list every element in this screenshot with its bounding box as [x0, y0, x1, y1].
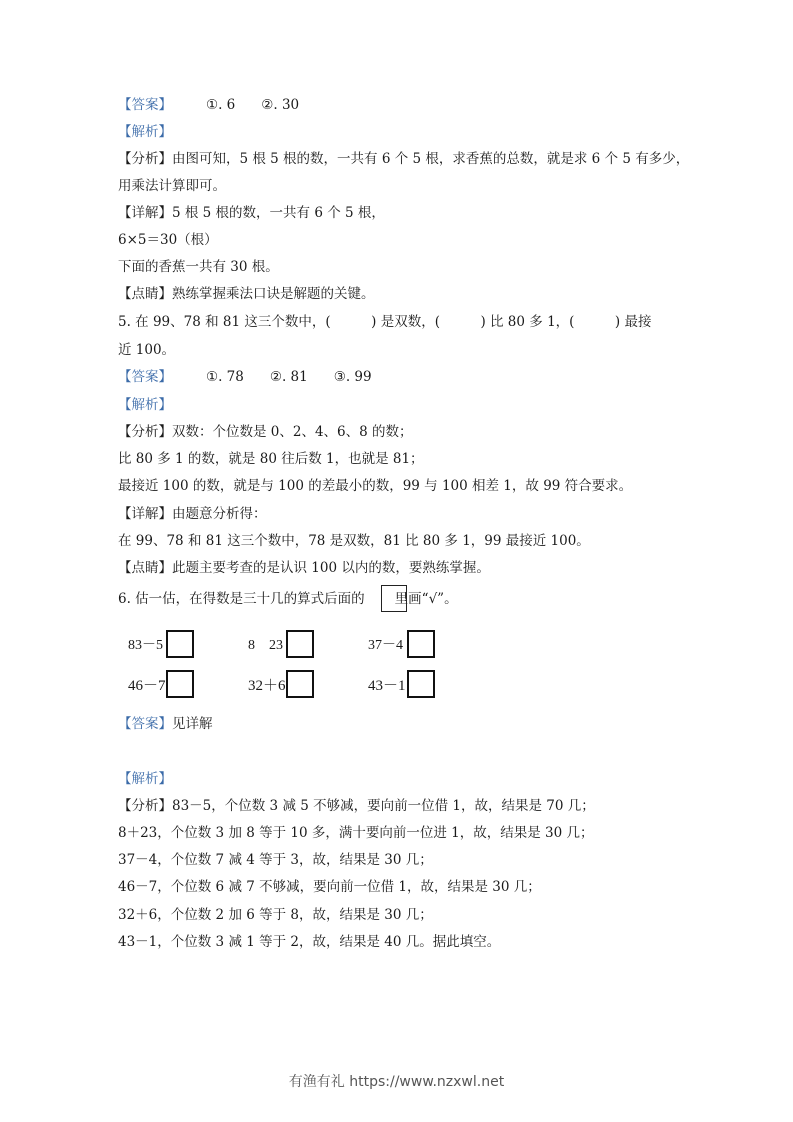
fenxi-text: 83－5，个位数 3 减 5 不够减，要向前一位借 1，故，结果是 70 几； — [172, 798, 595, 814]
q6-fenxi-line — [118, 797, 595, 815]
q5-xiangjie-line — [118, 505, 267, 523]
q6-fenxi-line-3: 37－4，个位数 7 减 4 等于 3，故，结果是 30 几； — [118, 852, 433, 868]
q6-answer-line — [118, 715, 213, 733]
answer-label: 【答案】 — [118, 97, 172, 113]
q5-fenxi-line-3: 最接近 100 的数，就是与 100 的差最小的数，99 与 100 相差 1，故 99 符合要求。 — [118, 478, 633, 494]
q4-analysis-heading — [118, 123, 172, 141]
q5-fenxi-line-2: 比 80 多 1 的数，就是 80 往后数 1，也就是 81； — [118, 451, 424, 467]
answer-label: 【答案】 — [118, 716, 172, 732]
answer-checkbox[interactable] — [407, 630, 435, 658]
q5-answer-line — [118, 368, 372, 386]
q4-xiangjie-line-3: 下面的香蕉一共有 30 根。 — [118, 259, 279, 275]
xiangjie-text: 5 根 5 根的数，一共有 6 个 5 根， — [172, 205, 385, 221]
q6-fenxi-line-2: 8＋23，个位数 3 加 8 等于 10 多，满十要向前一位进 1，故，结果是 30 几； — [118, 825, 594, 841]
q4-fenxi-line — [118, 150, 689, 168]
q5-fenxi-line — [118, 423, 413, 441]
q5-analysis-heading — [118, 396, 172, 414]
xiangjie-label: 【详解】 — [118, 205, 172, 221]
dianjing-label: 【点睛】 — [118, 560, 172, 576]
q6-analysis-heading — [118, 770, 172, 788]
q5-question-line-2: 近 100。 — [118, 342, 176, 358]
footer-watermark: 有渔有礼 https://www.nzxwl.net — [288, 1074, 505, 1090]
fenxi-label: 【分析】 — [118, 798, 172, 814]
expression-8-23: 8 23 — [248, 638, 283, 653]
q4-xiangjie-line — [118, 204, 385, 222]
expression-83-5: 83－5 — [128, 638, 163, 653]
answer-item: ②. 81 — [269, 369, 308, 385]
q5-xiangjie-line-2: 在 99、78 和 81 这三个数中，78 是双数，81 比 80 多 1，99 最接近 100。 — [118, 533, 590, 549]
answer-item: ②. 30 — [261, 97, 300, 113]
analysis-label: 【解析】 — [118, 397, 172, 413]
answer-checkbox[interactable] — [286, 670, 314, 698]
answer-label: 【答案】 — [118, 369, 172, 385]
dianjing-text: 熟练掌握乘法口诀是解题的关键。 — [172, 286, 375, 302]
analysis-label: 【解析】 — [118, 124, 172, 140]
answer-checkbox[interactable] — [166, 630, 194, 658]
answer-item: ①. 78 — [206, 369, 244, 385]
q6-fenxi-line-4: 46－7，个位数 6 减 7 不够减，要向前一位借 1，故，结果是 30 几； — [118, 879, 541, 895]
expression-37-4: 37－4 — [368, 638, 403, 653]
dianjing-text: 此题主要考查的是认识 100 以内的数，要熟练掌握。 — [172, 560, 490, 576]
fenxi-text: 由图可知，5 根 5 根的数，一共有 6 个 5 根，求香蕉的总数，就是求 6 个 5 有多少， — [172, 151, 690, 167]
answer-checkbox[interactable] — [286, 630, 314, 658]
q6-question-suffix: 里画“√”。 — [394, 591, 458, 607]
answer-checkbox[interactable] — [166, 670, 194, 698]
inline-answer-box — [381, 585, 407, 612]
answer-item: ③. 99 — [333, 369, 372, 385]
q4-fenxi-line-2: 用乘法计算即可。 — [118, 178, 226, 194]
q5-dianjing-line — [118, 559, 490, 577]
fenxi-label: 【分析】 — [118, 151, 172, 167]
expression-46-7: 46－7 — [128, 678, 166, 694]
q4-xiangjie-line-2: 6×5＝30（根） — [118, 232, 218, 248]
fenxi-label: 【分析】 — [118, 424, 172, 440]
q6-question-prefix: 6. 估一估，在得数是三十几的算式后面的 — [118, 591, 365, 607]
answer-text: 见详解 — [172, 716, 213, 732]
xiangjie-label: 【详解】 — [118, 506, 172, 522]
answer-item: ①. 6 — [206, 97, 236, 113]
expression-32-6: 32＋6 — [248, 678, 286, 694]
q6-fenxi-line-6: 43－1，个位数 3 减 1 等于 2，故，结果是 40 几。据此填空。 — [118, 934, 501, 950]
q4-dianjing-line — [118, 285, 375, 303]
xiangjie-text: 由题意分析得： — [172, 506, 267, 522]
expression-43-1: 43－1 — [368, 678, 406, 694]
q4-answer-line — [118, 96, 299, 114]
fenxi-text: 双数：个位数是 0、2、4、6、8 的数； — [172, 424, 413, 440]
analysis-label: 【解析】 — [118, 771, 172, 787]
q5-question-line-1: 5. 在 99、78 和 81 这三个数中，( ) 是双数，( ) 比 80 多 1，( ) 最接 — [118, 314, 652, 330]
dianjing-label: 【点睛】 — [118, 286, 172, 302]
answer-checkbox[interactable] — [407, 670, 435, 698]
q6-fenxi-line-5: 32＋6，个位数 2 加 6 等于 8，故，结果是 30 几； — [118, 907, 433, 923]
